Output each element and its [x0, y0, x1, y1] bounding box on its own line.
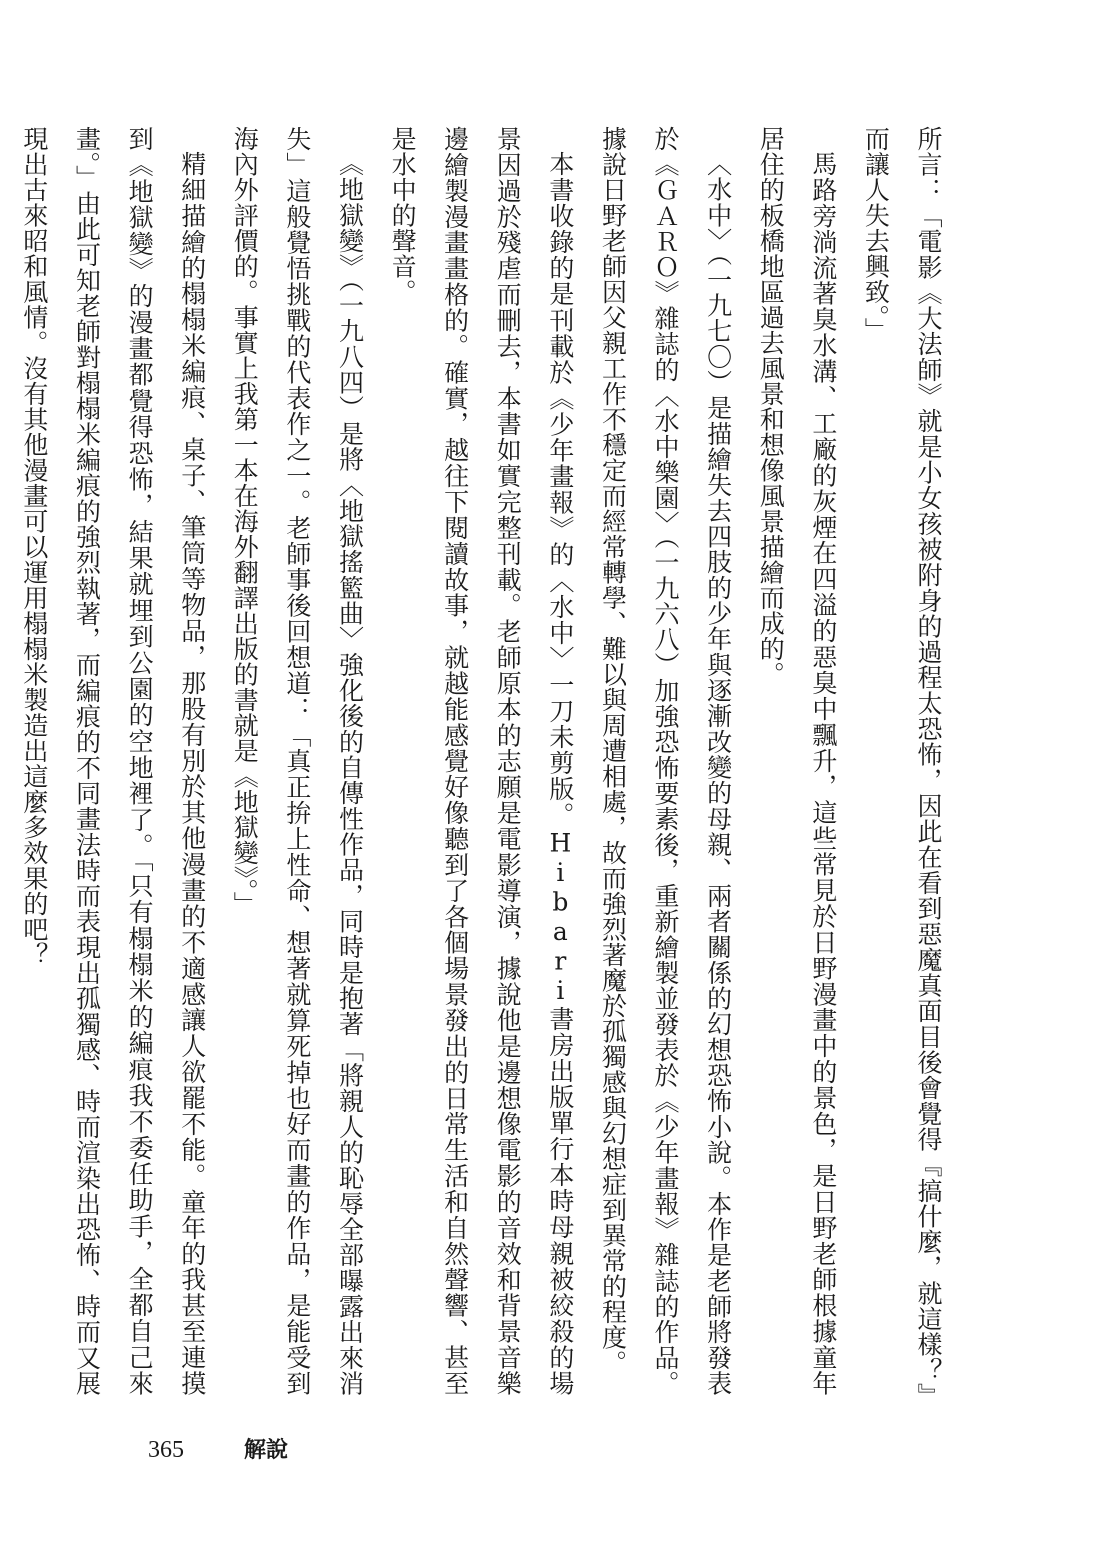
paragraph: 馬路旁淌流著臭水溝、工廠的灰煙在四溢的惡臭中飄升，這些常見於日野漫畫中的景色，是日野老師根據童年居住的板橋地區過去風景和想像風景描繪而成的。: [756, 126, 838, 1396]
paragraph: 〈水中〉（一九七〇）是描繪失去四肢的少年與逐漸改變的母親、兩者關係的幻想恐怖小說。本作是老師將發表於《ＧＡＲＯ》雜誌的〈水中樂園〉（一九六八）加強恐怖要素後，重新繪製並發表於《少年畫報》雜誌的作品。據說日野老師因父親工作不穩定而經常轉學、難以與周遭相處，故而強烈著魔於孤獨感與幻想症到異常的程度。: [598, 126, 733, 1396]
paragraph: 本書收錄的是刊載於《少年畫報》的〈水中〉一刀未剪版。Hibari書房出版單行本時母親被絞殺的場景因過於殘虐而刪去，本書如實完整刊載。老師原本的志願是電影導演，據說他是邊想像電影的音效和背景音樂邊繪製漫畫畫格的。確實，越往下閱讀故事，就越能感覺好像聽到了各個場景發出的日常生活和自然聲響、甚至是水中的聲音。: [388, 126, 575, 1396]
paragraph: 《地獄變》（一九八四）是將〈地獄搖籃曲〉強化後的自傳性作品，同時是抱著「將親人的恥辱全部曝露出來消失」這般覺悟挑戰的代表作之一。老師事後回想道：「真正拚上性命、想著就算死掉也好而畫的作品，是能受到海內外評價的。事實上我第一本在海外翻譯出版的書就是《地獄變》。」: [230, 126, 365, 1396]
body-text: [19, 126, 954, 1396]
page-number: 365: [148, 1437, 184, 1463]
section-title: 解說: [244, 1437, 289, 1463]
paragraph: 精細描繪的榻榻米編痕、桌子、筆筒等物品，那股有別於其他漫畫的不適感讓人欲罷不能。童年的我甚至連摸到《地獄變》的漫畫都覺得恐怖，結果就埋到公園的空地裡了。「只有榻榻米的編痕我不委任助手，全都自己來畫。」由此可知老師對榻榻米編痕的強烈執著，而編痕的不同畫法時而表現出孤獨感、時而渲染出恐怖、時而又展現出古來昭和風情。沒有其他漫畫可以運用榻榻米製造出這麼多效果的吧？: [19, 126, 207, 1396]
paragraph: 所言：「電影《大法師》就是小女孩被附身的過程太恐怖，因此在看到惡魔真面目後會覺得『搞什麼，就這樣？』而讓人失去興致。」: [861, 126, 943, 1396]
